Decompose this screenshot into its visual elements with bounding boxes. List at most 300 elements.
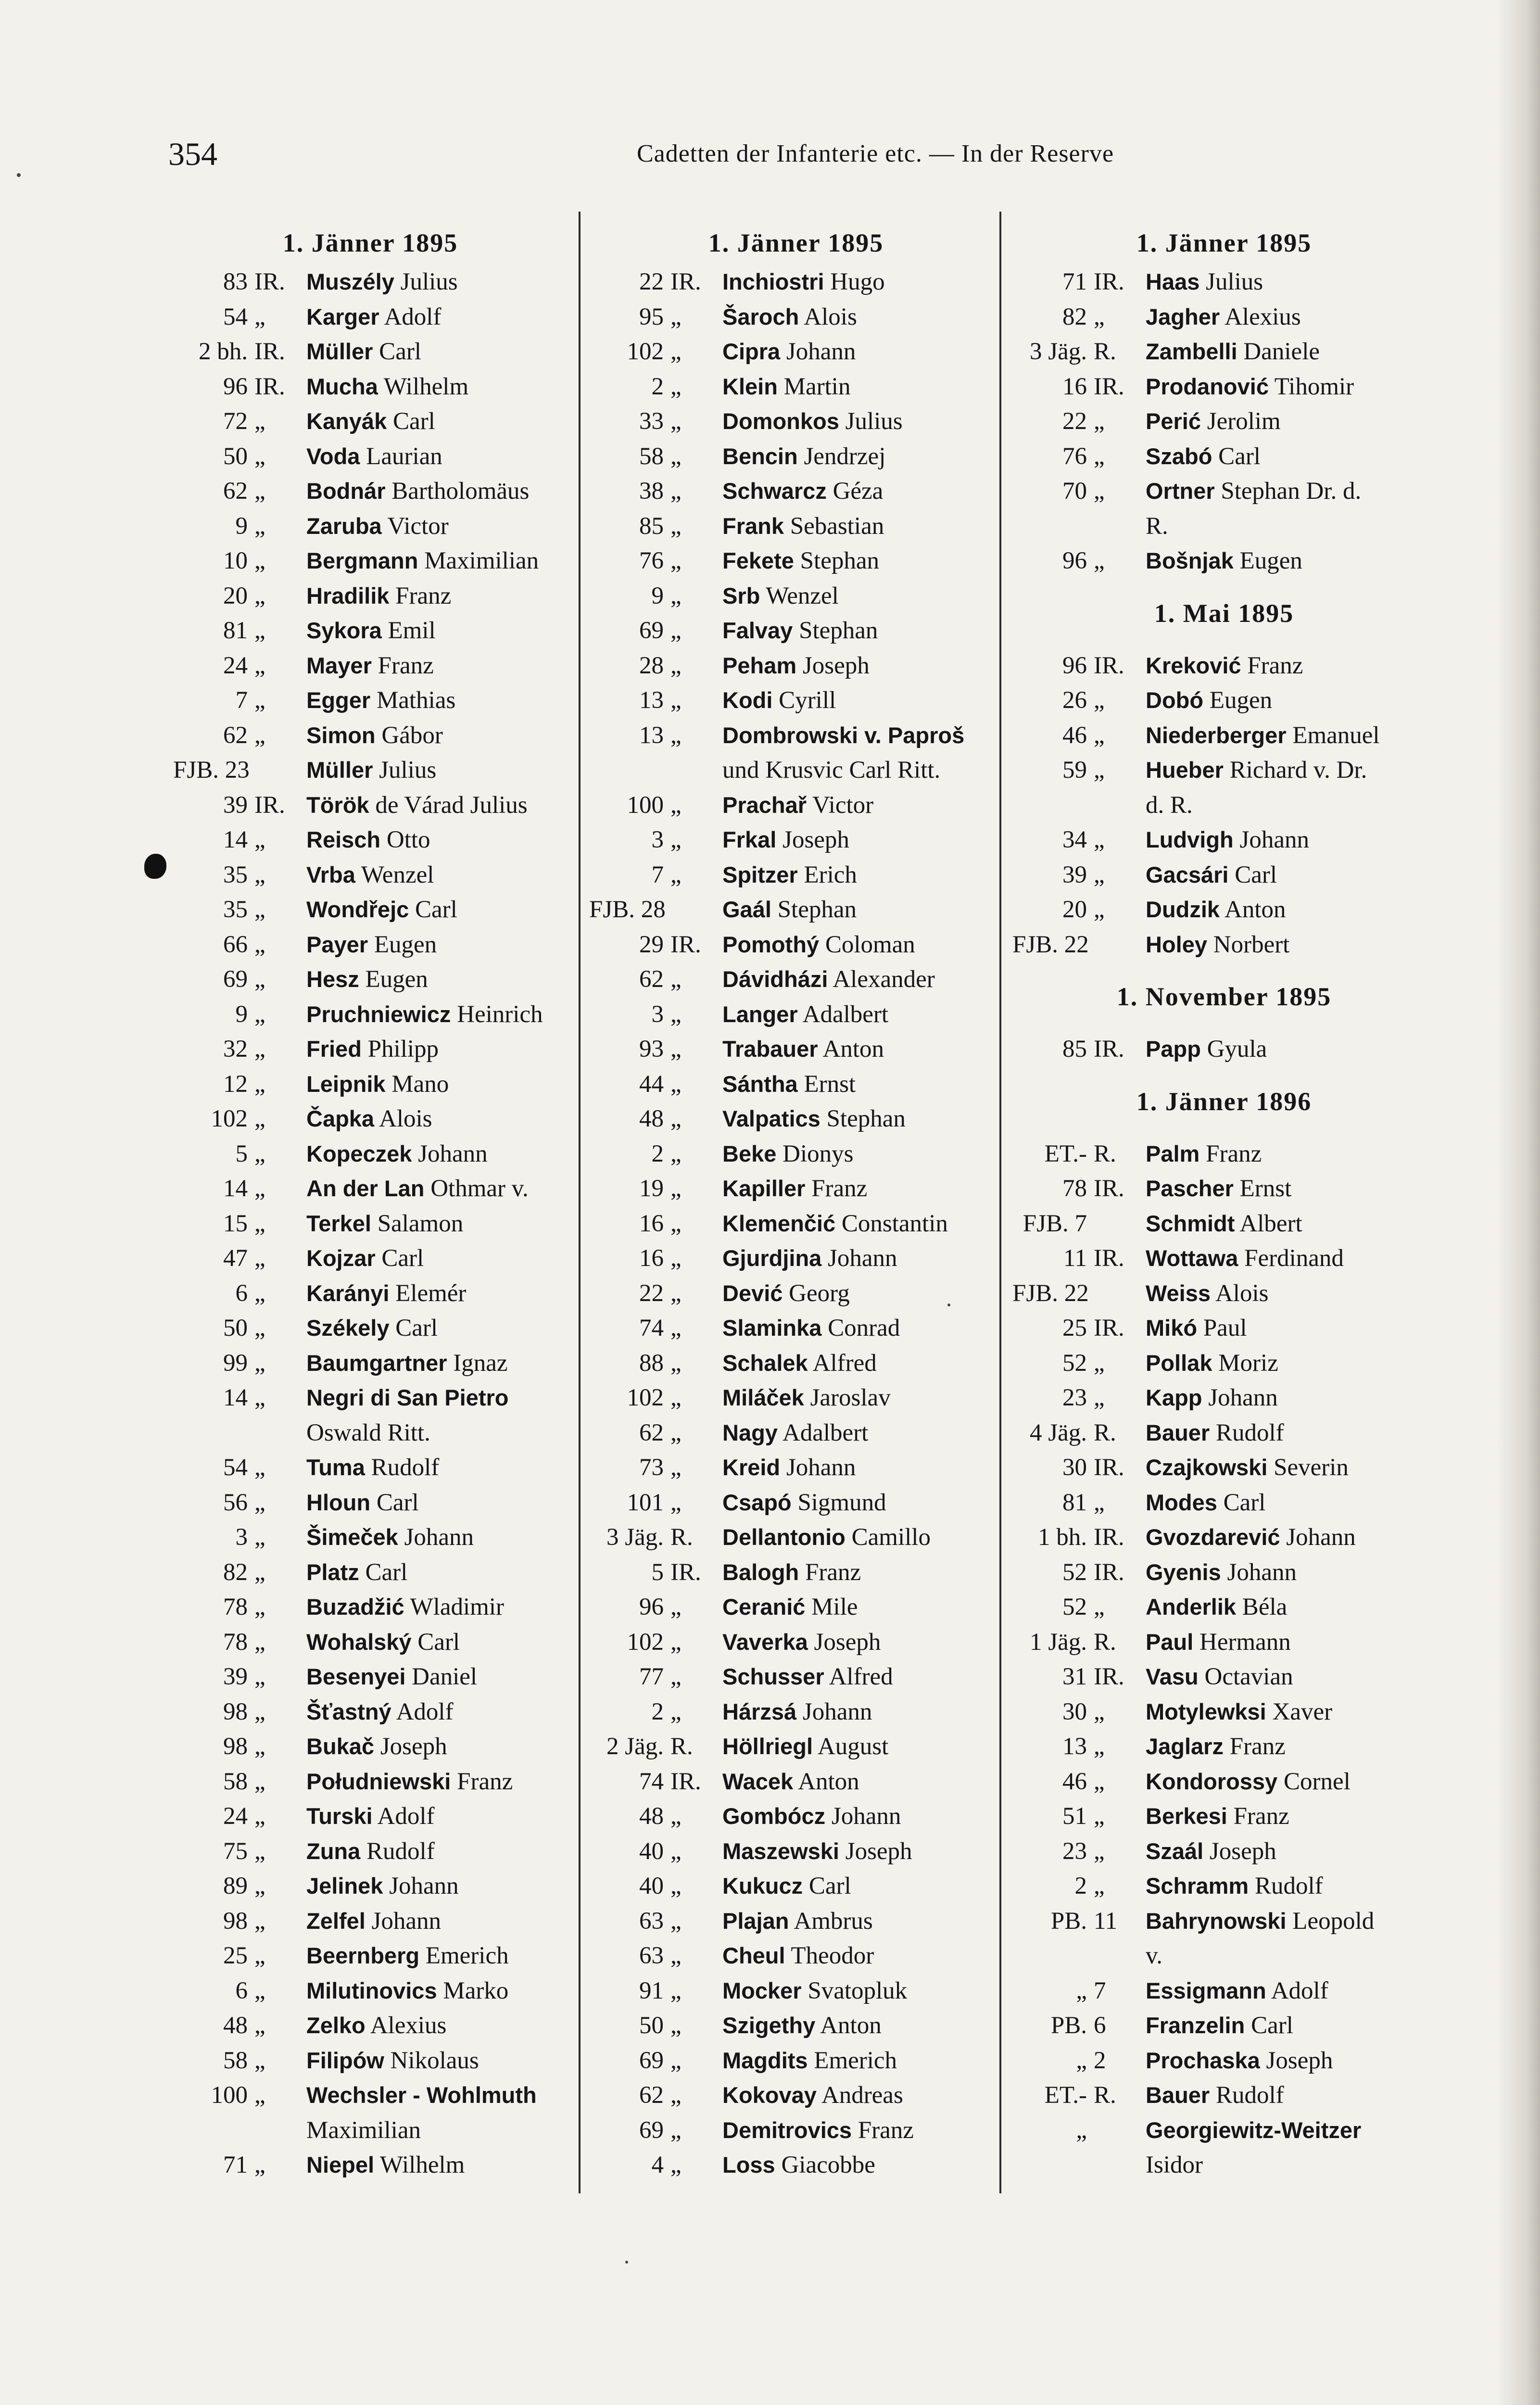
entry-number: 15 xyxy=(223,1210,248,1237)
entry-surname: Egger xyxy=(306,687,371,713)
entry-number: 98 xyxy=(223,1907,248,1935)
entry-number: 13 xyxy=(639,687,664,714)
page-edge-shadow xyxy=(1497,0,1540,2405)
entry-number: 96 xyxy=(1062,547,1087,574)
entry-regiment: „ xyxy=(254,408,265,435)
entry-regiment: IR. xyxy=(1094,1245,1124,1272)
entry-given-name: Johann xyxy=(802,1698,872,1725)
entry-given-name: Camillo xyxy=(851,1524,931,1551)
entry-number: 59 xyxy=(1062,757,1087,784)
entry-regiment: IR. xyxy=(254,338,285,365)
entry-surname: Loss xyxy=(722,2152,775,2177)
entry-regiment: „ xyxy=(1094,1837,1105,1865)
roster-entry xyxy=(1012,1590,1436,1625)
entry-surname: Klemenčić xyxy=(722,1210,836,1236)
entry-surname: Baumgartner xyxy=(306,1350,447,1376)
roster-entry xyxy=(173,1380,568,1416)
entry-number: 4 Jäg. xyxy=(1030,1419,1087,1446)
entry-surname: Sykora xyxy=(306,618,382,643)
entry-name xyxy=(717,1695,1003,1730)
entry-number: PB. xyxy=(1050,2012,1087,2039)
entry-given-name: Conrad xyxy=(828,1315,900,1342)
entry-number: 13 xyxy=(1062,1733,1087,1760)
entry-surname: Kopeczek xyxy=(306,1140,412,1166)
roster-column-1 xyxy=(173,221,568,2222)
entry-number: 71 xyxy=(1062,268,1087,295)
entry-given-name: Joseph xyxy=(783,826,849,853)
entry-given-name: Eugen xyxy=(1209,687,1273,714)
entry-surname: Pollak xyxy=(1146,1350,1212,1376)
entry-number: 32 xyxy=(223,1036,248,1063)
entry-given-name: Coloman xyxy=(825,931,915,958)
entry-name xyxy=(1140,648,1436,684)
entry-regiment: „ xyxy=(254,1837,265,1865)
entry-given-name: Ernst xyxy=(1239,1175,1292,1202)
entry-number: 102 xyxy=(627,338,664,365)
entry-regiment: „ xyxy=(254,443,265,470)
entry-name xyxy=(1140,1032,1436,1067)
entry-given-name: Adolf xyxy=(384,303,442,330)
entry-number: 22 xyxy=(639,268,664,295)
roster-entry xyxy=(589,544,1003,579)
entry-surname: Wottawa xyxy=(1146,1245,1238,1271)
entry-regiment: 7 xyxy=(1094,1977,1106,2004)
entry-surname: Południewski xyxy=(306,1768,451,1794)
entry-given-name: August xyxy=(817,1733,889,1760)
entry-surname: Miláček xyxy=(722,1385,804,1410)
entry-name xyxy=(717,1171,1003,1206)
entry-name xyxy=(301,369,568,405)
entry-surname: Peham xyxy=(722,652,797,678)
roster-column-3 xyxy=(1012,221,1436,2222)
entry-name xyxy=(717,1974,1003,2009)
entry-name xyxy=(301,753,568,788)
entry-name xyxy=(717,1834,1003,1869)
entry-name xyxy=(301,613,568,648)
entry-given-name: Wilhelm xyxy=(383,373,469,400)
roster-entry xyxy=(1012,1137,1436,1172)
entry-name xyxy=(1140,2078,1436,2113)
entry-surname: Zelko xyxy=(306,2013,366,2038)
entry-given-name: Mile xyxy=(811,1594,858,1620)
roster-entry xyxy=(1012,2113,1436,2148)
entry-regiment: „ xyxy=(254,1349,265,1377)
entry-regiment: „ xyxy=(670,2082,682,2109)
entry-regiment: „ xyxy=(670,582,682,609)
entry-number: 89 xyxy=(223,1873,248,1899)
roster-entry xyxy=(173,1834,568,1869)
entry-name xyxy=(1140,404,1436,439)
entry-regiment: „ xyxy=(254,1315,265,1342)
entry-regiment: „ xyxy=(254,1594,265,1620)
entry-number: 48 xyxy=(223,2012,248,2039)
entry-number: 24 xyxy=(223,1803,248,1830)
entry-given-name: Franz xyxy=(395,582,452,609)
entry-given-name: Johann xyxy=(828,1245,897,1272)
entry-given-name: Salamon xyxy=(377,1210,464,1237)
entry-regiment: „ xyxy=(1094,757,1105,784)
entry-name xyxy=(717,1416,1003,1451)
roster-entry xyxy=(589,439,1003,474)
entry-surname: Vrba xyxy=(306,861,355,887)
entry-surname: Müller xyxy=(306,757,373,783)
entry-number: 40 xyxy=(639,1837,664,1865)
entry-given-name: Emil xyxy=(388,617,436,644)
entry-name xyxy=(717,1450,1003,1485)
entry-surname: Turski xyxy=(306,1803,373,1829)
roster-entry xyxy=(589,1834,1003,1869)
entry-regiment: IR. xyxy=(1094,1663,1124,1690)
entry-regiment: „ xyxy=(670,338,682,365)
entry-name xyxy=(717,265,1003,300)
entry-surname: Trabauer xyxy=(722,1036,818,1062)
entry-given-name: Eugen xyxy=(374,931,437,958)
entry-surname: Schwarcz xyxy=(722,478,827,504)
entry-number: 78 xyxy=(223,1628,248,1656)
entry-number: 91 xyxy=(639,1977,664,2004)
entry-regiment: „ xyxy=(670,966,682,993)
entry-regiment: „ xyxy=(670,1245,682,1272)
entry-number: 3 Jäg. xyxy=(606,1524,664,1551)
entry-given-name: Alois xyxy=(1215,1279,1269,1307)
entry-number: 74 xyxy=(639,1768,664,1795)
entry-given-name: Paul xyxy=(1203,1315,1247,1342)
entry-name xyxy=(1140,1695,1436,1730)
entry-given-name: Jaroslav xyxy=(810,1384,891,1411)
page-number: 354 xyxy=(168,136,217,172)
entry-continuation: und Krusvic Carl Ritt. xyxy=(722,757,941,784)
entry-name xyxy=(717,962,1003,997)
entry-surname: Kodi xyxy=(722,687,773,713)
entry-name xyxy=(301,1729,568,1764)
entry-number: 70 xyxy=(1062,478,1087,505)
entry-given-name: Franz xyxy=(1229,1733,1286,1760)
entry-regiment: „ xyxy=(670,1036,682,1063)
entry-number: 62 xyxy=(639,1419,664,1446)
entry-given-name: Carl xyxy=(1223,1489,1266,1516)
entry-given-name: Hermann xyxy=(1199,1628,1291,1656)
entry-number: 39 xyxy=(223,791,248,819)
entry-regiment: „ xyxy=(254,1558,265,1586)
entry-surname: Kreid xyxy=(722,1455,781,1480)
entry-number: 81 xyxy=(223,617,248,644)
entry-given-name: Stephan xyxy=(777,896,857,923)
entry-given-name: Theodor xyxy=(791,1942,874,1969)
paper-speck xyxy=(625,2261,628,2264)
roster-entry xyxy=(589,1904,1003,1939)
entry-given-name: Carl xyxy=(808,1873,851,1899)
roster-entry xyxy=(173,1067,568,1102)
entry-given-name: Bartholomäus xyxy=(391,478,530,505)
entry-regiment: „ xyxy=(670,1837,682,1865)
entry-regiment: „ xyxy=(670,1349,682,1377)
entry-regiment: „ xyxy=(254,617,265,644)
roster-entry xyxy=(173,1659,568,1695)
entry-name xyxy=(301,1904,568,1939)
entry-regiment: „ xyxy=(254,547,265,574)
entry-name xyxy=(717,300,1003,335)
roster-entry xyxy=(173,300,568,335)
roster-entry xyxy=(1012,1485,1436,1520)
entry-name xyxy=(717,2078,1003,2113)
roster-entry xyxy=(589,2113,1003,2148)
entry-name xyxy=(717,718,1003,753)
entry-regiment: „ xyxy=(254,1105,265,1132)
entry-number: 9 xyxy=(235,512,248,540)
entry-surname: Payer xyxy=(306,931,368,957)
entry-regiment: IR. xyxy=(1094,1315,1124,1342)
entry-surname: Magdits xyxy=(722,2047,808,2073)
entry-number: 33 xyxy=(639,408,664,435)
entry-number: 96 xyxy=(223,373,248,400)
entry-number: 56 xyxy=(223,1489,248,1516)
entry-name xyxy=(717,1729,1003,1764)
entry-name xyxy=(1140,1764,1436,1799)
entry-regiment: „ xyxy=(254,2152,265,2178)
roster-entry xyxy=(589,648,1003,684)
entry-surname: Nagy xyxy=(722,1419,778,1445)
entry-number: 38 xyxy=(639,478,664,505)
roster-entry xyxy=(589,718,1003,753)
roster-entry xyxy=(173,718,568,753)
entry-surname: Kreković xyxy=(1146,652,1241,678)
entry-regiment: „ xyxy=(254,512,265,540)
entry-number: 1 Jäg. xyxy=(1030,1628,1087,1656)
entry-name xyxy=(301,1206,568,1241)
entry-regiment: „ xyxy=(1094,408,1105,435)
entry-surname: Čapka xyxy=(306,1106,375,1131)
entry-regiment: „ xyxy=(670,826,682,853)
entry-given-name: Carl xyxy=(415,896,457,923)
entry-regiment: IR. xyxy=(670,1558,701,1586)
entry-name xyxy=(301,1695,568,1730)
entry-name xyxy=(717,1380,1003,1416)
entry-regiment: IR. xyxy=(1094,652,1124,679)
entry-regiment: „ xyxy=(254,1698,265,1725)
roster-entry xyxy=(589,1938,1003,1974)
entry-name xyxy=(1140,1834,1436,1869)
entry-given-name: Alfred xyxy=(829,1663,893,1690)
roster-entry xyxy=(1012,1764,1436,1799)
roster-entry xyxy=(589,613,1003,648)
entry-surname: Schramm xyxy=(1146,1873,1249,1899)
roster-entry xyxy=(173,1904,568,1939)
entry-name xyxy=(1140,439,1436,474)
entry-surname: Kokovay xyxy=(722,2082,817,2108)
roster-column-2 xyxy=(589,221,1003,2222)
roster-entry xyxy=(1012,1450,1436,1485)
roster-entry xyxy=(173,509,568,544)
entry-given-name: Rudolf xyxy=(366,1837,435,1865)
entry-regiment: „ xyxy=(670,478,682,505)
entry-surname: Jelinek xyxy=(306,1873,383,1899)
entry-regiment: IR. xyxy=(1094,1524,1124,1551)
entry-surname: Simon xyxy=(306,722,376,748)
entry-surname: Hueber xyxy=(1146,757,1224,783)
entry-name xyxy=(301,927,568,962)
ink-blot-mark xyxy=(144,854,166,879)
entry-number: 14 xyxy=(223,1175,248,1202)
roster-entry xyxy=(1012,648,1436,684)
entry-surname: Bukač xyxy=(306,1734,375,1759)
entry-surname: Maszewski xyxy=(722,1838,839,1864)
entry-regiment: R. xyxy=(1094,2082,1116,2109)
entry-regiment: „ xyxy=(254,1210,265,1237)
roster-entry xyxy=(173,1206,568,1241)
entry-given-name: Franz xyxy=(805,1558,861,1586)
roster-entry xyxy=(1012,2043,1436,2078)
entry-surname: Niepel xyxy=(306,2152,375,2177)
entry-surname: Voda xyxy=(306,443,360,469)
entry-regiment: „ xyxy=(1094,1698,1105,1725)
entry-name xyxy=(301,1171,568,1206)
roster-entry xyxy=(173,1938,568,1974)
entry-given-name: Eugen xyxy=(365,966,428,993)
roster-entry xyxy=(589,1416,1003,1451)
roster-entry xyxy=(173,2148,568,2183)
entry-given-name: Béla xyxy=(1242,1594,1288,1620)
entry-number: 66 xyxy=(223,931,248,958)
entry-regiment: IR. xyxy=(1094,1175,1124,1202)
entry-number: 13 xyxy=(639,722,664,749)
entry-given-name: Wladimir xyxy=(410,1594,504,1620)
entry-regiment: „ xyxy=(670,1977,682,2004)
roster-entry xyxy=(589,997,1003,1032)
roster-entry xyxy=(1012,858,1436,893)
entry-regiment: „ xyxy=(670,373,682,400)
entry-surname: Hradilik xyxy=(306,582,390,608)
entry-regiment: „ xyxy=(254,2012,265,2039)
entry-surname: Langer xyxy=(722,1001,798,1027)
roster-entry xyxy=(589,892,1003,927)
roster-entry xyxy=(589,1171,1003,1206)
entry-surname: Zambelli xyxy=(1146,339,1237,364)
entry-surname: Beke xyxy=(722,1140,777,1166)
entry-name xyxy=(301,1764,568,1799)
paper-speck xyxy=(17,173,21,177)
entry-name xyxy=(1140,1485,1436,1520)
entry-regiment: „ xyxy=(1094,443,1105,470)
entry-name xyxy=(301,300,568,335)
entry-name xyxy=(717,439,1003,474)
section-heading: 1. Jänner 1895 xyxy=(282,228,458,257)
entry-surname: Papp xyxy=(1146,1036,1201,1062)
entry-number: 54 xyxy=(223,303,248,330)
entry-number: 98 xyxy=(223,1733,248,1760)
entry-name xyxy=(717,474,1003,509)
entry-continuation: R. xyxy=(1146,512,1168,540)
entry-surname: Bauer xyxy=(1146,2082,1210,2108)
entry-given-name: Maximilian xyxy=(424,547,539,574)
entry-given-name: Franz xyxy=(378,652,434,679)
roster-entry xyxy=(1012,1206,1436,1241)
entry-given-name: Julius xyxy=(1206,268,1263,295)
entry-name xyxy=(717,404,1003,439)
roster-entry xyxy=(589,1311,1003,1346)
entry-given-name: Anton xyxy=(822,1036,884,1063)
section-heading: 1. Mai 1895 xyxy=(1154,598,1294,628)
roster-entry xyxy=(589,404,1003,439)
entry-name xyxy=(1140,2008,1436,2043)
entry-number: 102 xyxy=(211,1105,248,1132)
entry-name xyxy=(1140,823,1436,858)
entry-name xyxy=(717,2043,1003,2078)
entry-number: 24 xyxy=(223,652,248,679)
entry-name xyxy=(717,858,1003,893)
entry-surname: Besenyei xyxy=(306,1664,406,1689)
entry-surname: Motylewksi xyxy=(1146,1698,1266,1724)
entry-given-name: Julius xyxy=(379,757,437,784)
entry-regiment: „ xyxy=(670,1803,682,1830)
entry-given-name: Adolf xyxy=(1271,1977,1328,2004)
entry-regiment: „ xyxy=(670,512,682,540)
roster-entry xyxy=(589,1869,1003,1904)
entry-number: 76 xyxy=(1062,443,1087,470)
roster-entry xyxy=(173,683,568,718)
entry-name xyxy=(717,509,1003,544)
entry-name xyxy=(1140,1799,1436,1834)
entry-number: 30 xyxy=(1062,1698,1087,1725)
entry-number: 22 xyxy=(1062,408,1087,435)
entry-given-name: Johann xyxy=(786,338,856,365)
entry-surname: Dević xyxy=(722,1280,783,1306)
entry-surname: Gaál xyxy=(722,897,771,922)
entry-given-name: Wenzel xyxy=(361,861,434,888)
entry-surname: Demitrovics xyxy=(722,2117,852,2143)
entry-surname: Dombrowski v. Paproš xyxy=(722,722,965,748)
entry-given-name: Johann xyxy=(1208,1384,1278,1411)
entry-name xyxy=(1140,2043,1436,2078)
entry-number: 96 xyxy=(639,1594,664,1620)
entry-given-name: Franz xyxy=(811,1175,868,1202)
entry-given-name: Johann xyxy=(389,1873,459,1899)
entry-surname: Hloun xyxy=(306,1489,371,1515)
entry-number: 2 xyxy=(651,1698,664,1725)
entry-surname: Šaroch xyxy=(722,304,799,329)
entry-given-name: Mano xyxy=(391,1070,449,1098)
roster-entry xyxy=(173,1276,568,1311)
entry-surname: Ceranić xyxy=(722,1594,806,1620)
entry-number: 3 Jäg. xyxy=(1030,338,1087,365)
roster-entry xyxy=(1012,683,1436,718)
entry-name xyxy=(1140,1241,1436,1276)
roster-entry xyxy=(173,997,568,1032)
entry-number: 10 xyxy=(223,547,248,574)
entry-regiment: „ xyxy=(670,617,682,644)
entry-regiment: „ xyxy=(670,1628,682,1656)
roster-entry xyxy=(1012,265,1436,300)
entry-number: PB. xyxy=(1050,1907,1087,1935)
entry-name xyxy=(301,683,568,718)
entry-number: FJB. 28 xyxy=(589,896,666,923)
entry-number: 82 xyxy=(1062,303,1087,330)
roster-entry xyxy=(589,1276,1003,1311)
entry-surname: Bergmann xyxy=(306,548,418,573)
roster-entry xyxy=(589,1625,1003,1660)
roster-entry xyxy=(173,1171,568,1206)
entry-number: 54 xyxy=(223,1454,248,1481)
entry-surname: Wohalský xyxy=(306,1629,412,1655)
entry-surname: Török xyxy=(306,792,369,818)
entry-regiment: „ xyxy=(1094,1384,1105,1411)
entry-given-name: Johann xyxy=(1227,1558,1297,1586)
entry-given-name: Alfred xyxy=(812,1349,877,1377)
entry-regiment: „ xyxy=(1094,547,1105,574)
entry-given-name: Stephan xyxy=(800,547,879,574)
entry-name xyxy=(717,2148,1003,2183)
roster-entry xyxy=(1012,718,1436,753)
entry-name xyxy=(301,1625,568,1660)
